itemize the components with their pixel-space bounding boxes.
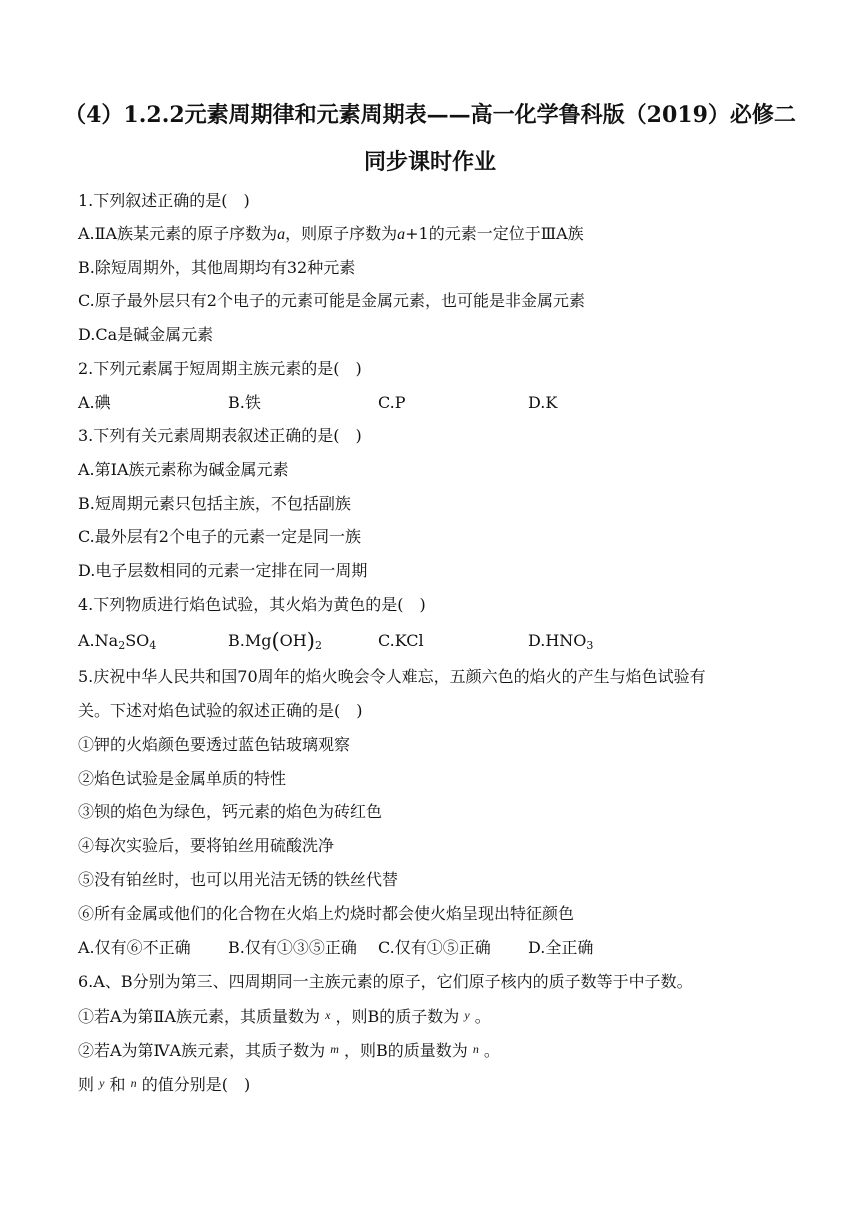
question-2-option-d: D.K	[528, 393, 558, 412]
question-1-option-d: D.Ca是碱金属元素	[78, 325, 214, 344]
question-5-option-d: D.全正确	[528, 938, 594, 957]
variable-m: m	[330, 1042, 339, 1056]
question-1-option-a	[78, 223, 584, 246]
formula-paren: (	[271, 629, 280, 653]
question-3-option-d: D.电子层数相同的元素一定排在同一周期	[78, 561, 368, 580]
question-4-option-c: C.KCl	[378, 631, 424, 650]
option-a-text-mid: ，则原子序数为	[285, 224, 398, 243]
question-3-stem: 3.下列有关元素周期表叙述正确的是( )	[78, 426, 362, 445]
formula-part: OH	[279, 631, 307, 650]
option-label: D.	[528, 631, 546, 650]
condition-text: ，则B的质量数为	[343, 1041, 468, 1060]
question-1-stem: 1.下列叙述正确的是( )	[78, 191, 250, 210]
variable-a: a	[277, 226, 286, 243]
formula-part: Mg	[244, 631, 272, 650]
question-3-option-b: B.短周期元素只包括主族，不包括副族	[78, 494, 351, 513]
question-2-option-c: C.P	[378, 393, 406, 412]
question-1-option-b: B.除短周期外，其他周期均有32种元素	[78, 258, 356, 277]
condition-text: 。	[474, 1007, 491, 1026]
question-6-condition-2	[78, 1038, 500, 1062]
question-6-condition-1	[78, 1004, 491, 1028]
question-3-option-c: C.最外层有2个电子的元素一定是同一族	[78, 527, 361, 546]
option-label: B.	[228, 631, 245, 650]
statement-5: ⑤没有铂丝时，也可以用光洁无锈的铁丝代替	[78, 870, 399, 889]
variable-n: n	[472, 1042, 479, 1056]
question-4-option-a	[78, 630, 156, 657]
question-2-stem: 2.下列元素属于短周期主族元素的是( )	[78, 359, 362, 378]
ask-text: 和	[109, 1075, 126, 1094]
question-2-option-a: A.碘	[78, 393, 111, 412]
variable-n: n	[130, 1076, 137, 1090]
formula-paren: )	[306, 629, 315, 653]
plus-one: +1	[405, 224, 429, 243]
statement-6: ⑥所有金属或他们的化合物在火焰上灼烧时都会使火焰呈现出特征颜色	[78, 904, 575, 923]
variable-a: a	[397, 226, 406, 243]
question-5-option-a: A.仅有⑥不正确	[78, 938, 191, 957]
question-4-option-b	[228, 630, 322, 657]
variable-y: y	[99, 1076, 105, 1090]
condition-text: 。	[483, 1041, 500, 1060]
statement-1: ①钾的火焰颜色要透过蓝色钴玻璃观察	[78, 735, 351, 754]
option-a-text: A.ⅡA族某元素的原子序数为	[78, 224, 278, 243]
document-title: （4）1.2.2元素周期律和元素周期表——高一化学鲁科版（2019）必修二	[64, 102, 796, 128]
option-label: A.	[78, 631, 95, 650]
statement-3: ③钡的焰色为绿色，钙元素的焰色为砖红色	[78, 802, 383, 821]
formula-subscript: 2	[314, 639, 322, 652]
option-a-text-end: 的元素一定位于ⅢA族	[428, 224, 584, 243]
question-1-option-c: C.原子最外层只有2个电子的元素可能是金属元素，也可能是非金属元素	[78, 291, 585, 310]
formula-subscript: 4	[149, 639, 157, 652]
question-4-option-d	[528, 630, 593, 657]
question-5-stem: 5.庆祝中华人民共和国70周年的焰火晚会令人难忘，五颜六色的焰火的产生与焰色试验有	[78, 667, 706, 686]
condition-text: ，则B的质子数为	[335, 1007, 460, 1026]
statement-4: ④每次实验后，要将铂丝用硫酸洗净	[78, 836, 335, 855]
formula-subscript: 2	[118, 639, 126, 652]
condition-text: ②若A为第ⅣA族元素，其质子数为	[78, 1041, 326, 1060]
question-3-option-a: A.第ⅠA族元素称为碱金属元素	[78, 460, 289, 479]
formula-part: SO	[125, 631, 150, 650]
question-6-ask	[78, 1072, 250, 1096]
condition-text: ①若A为第ⅡA族元素，其质量数为	[78, 1007, 320, 1026]
formula-part: HNO	[545, 631, 587, 650]
question-5-option-b: B.仅有①③⑤正确	[228, 938, 357, 957]
variable-x: x	[325, 1008, 331, 1022]
document-title-line2: 同步课时作业	[363, 149, 496, 175]
question-5-option-c: C.仅有①⑤正确	[378, 938, 491, 957]
formula-subscript: 3	[586, 639, 594, 652]
question-4-stem: 4.下列物质进行焰色试验，其火焰为黄色的是( )	[78, 595, 426, 614]
statement-2: ②焰色试验是金属单质的特性	[78, 769, 287, 788]
ask-text: 则	[78, 1075, 95, 1094]
question-6-stem: 6.A、B分别为第三、四周期同一主族元素的原子，它们原子核内的质子数等于中子数。	[78, 972, 693, 991]
formula-part: Na	[94, 631, 119, 650]
variable-y: y	[464, 1008, 470, 1022]
question-2-option-b: B.铁	[228, 393, 261, 412]
question-5-stem-cont: 关。下述对焰色试验的叙述正确的是( )	[78, 701, 363, 720]
ask-text: 的值分别是( )	[141, 1075, 251, 1094]
